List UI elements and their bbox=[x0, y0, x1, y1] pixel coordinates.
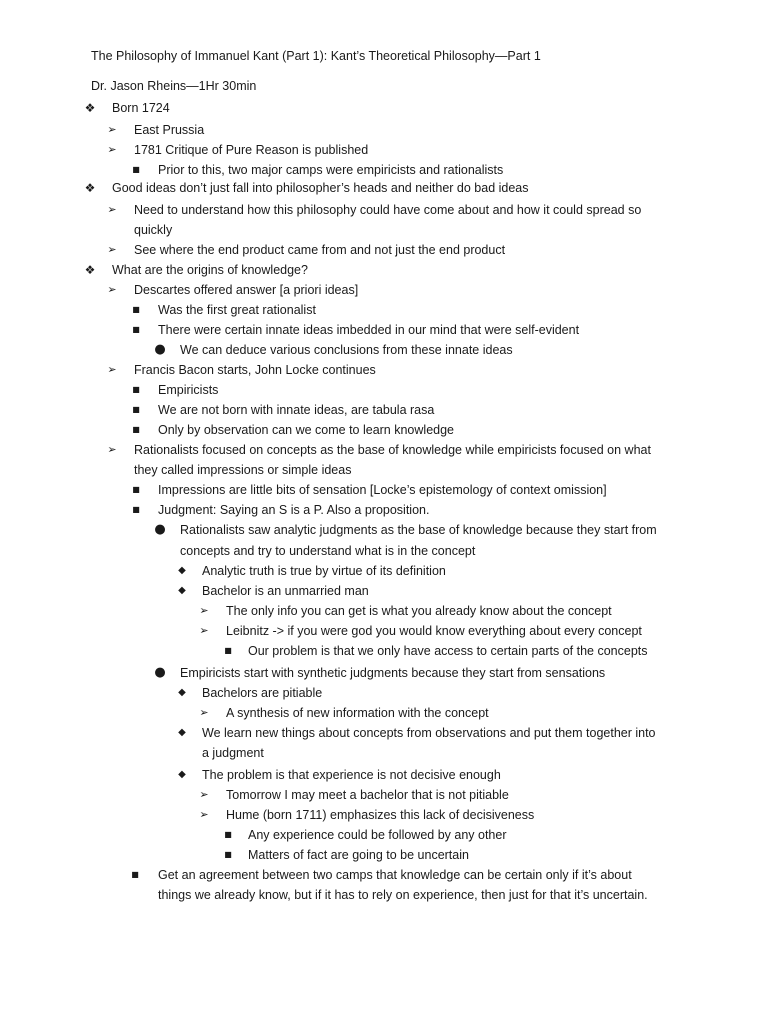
outline-text: Judgment: Saying an S is a P. Also a proposition. bbox=[158, 503, 430, 517]
square-bullet-icon: ■ bbox=[224, 830, 232, 839]
dot-bullet-icon: ● bbox=[154, 665, 166, 680]
diamond-bullet-icon: ◆ bbox=[178, 687, 186, 698]
outline-text: Good ideas don’t just fall into philosopher’s heads and neither do bad ideas bbox=[112, 181, 529, 195]
outline-text: Hume (born 1711) emphasizes this lack of decisiveness bbox=[226, 808, 535, 822]
outline-text: Rationalists focused on concepts as the base of knowledge while empiricists focused on what bbox=[134, 443, 651, 457]
outline-text: Only by observation can we come to learn knowledge bbox=[158, 423, 454, 437]
clover-bullet-icon: ❖ bbox=[84, 263, 96, 277]
arrow-bullet-icon: ➢ bbox=[107, 243, 117, 256]
outline-text: What are the origins of knowledge? bbox=[112, 263, 308, 277]
outline-text: There were certain innate ideas imbedded in our mind that were self-evident bbox=[158, 323, 580, 337]
outline-text: Prior to this, two major camps were empiricists and rationalists bbox=[158, 163, 504, 177]
outline-text: The only info you can get is what you already know about the concept bbox=[226, 604, 612, 618]
outline-text: they called impressions or simple ideas bbox=[134, 463, 352, 477]
outline-text: Descartes offered answer [a priori ideas] bbox=[134, 283, 359, 297]
square-bullet-icon: ■ bbox=[132, 505, 140, 514]
square-bullet-icon: ■ bbox=[132, 485, 140, 494]
square-bullet-icon: ■ bbox=[224, 646, 232, 655]
diamond-bullet-icon: ◆ bbox=[178, 769, 186, 780]
square-bullet-icon: ■ bbox=[132, 385, 140, 394]
document-author: Dr. Jason Rheins—1Hr 30min bbox=[91, 79, 257, 93]
arrow-bullet-icon: ➢ bbox=[199, 788, 209, 801]
diamond-bullet-icon: ◆ bbox=[178, 585, 186, 596]
outline-text: Empiricists start with synthetic judgments because they start from sensations bbox=[180, 666, 606, 680]
outline-text: Matters of fact are going to be uncertain bbox=[248, 848, 469, 862]
dot-bullet-icon: ● bbox=[154, 342, 166, 357]
square-bullet-icon: ■ bbox=[132, 325, 140, 334]
diamond-bullet-icon: ◆ bbox=[178, 565, 186, 576]
outline-text: 1781 Critique of Pure Reason is published bbox=[134, 143, 369, 157]
outline-text: We learn new things about concepts from observations and put them together into bbox=[202, 726, 656, 740]
square-bullet-icon: ■ bbox=[224, 850, 232, 859]
outline-text: We are not born with innate ideas, are tabula rasa bbox=[158, 403, 435, 417]
clover-bullet-icon: ❖ bbox=[84, 181, 96, 195]
dot-bullet-icon: ● bbox=[154, 522, 166, 537]
outline-text: Our problem is that we only have access to certain parts of the concepts bbox=[248, 644, 648, 658]
outline-text: Francis Bacon starts, John Locke continues bbox=[134, 363, 376, 377]
arrow-bullet-icon: ➢ bbox=[107, 283, 117, 296]
outline-text: The problem is that experience is not decisive enough bbox=[202, 768, 501, 782]
square-bullet-icon: ■ bbox=[132, 405, 140, 414]
arrow-bullet-icon: ➢ bbox=[199, 604, 209, 617]
outline-text: Tomorrow I may meet a bachelor that is not pitiable bbox=[226, 788, 509, 802]
outline-text: Any experience could be followed by any other bbox=[248, 828, 507, 842]
outline-text: Was the first great rationalist bbox=[158, 303, 316, 317]
arrow-bullet-icon: ➢ bbox=[199, 808, 209, 821]
outline-text: Empiricists bbox=[158, 383, 219, 397]
outline-text: Bachelor is an unmarried man bbox=[202, 584, 369, 598]
square-bullet-icon: ■ bbox=[131, 870, 139, 879]
arrow-bullet-icon: ➢ bbox=[199, 624, 209, 637]
document-title: The Philosophy of Immanuel Kant (Part 1): Kant’s Theoretical Philosophy—Part 1 bbox=[91, 49, 541, 63]
outline-text: East Prussia bbox=[134, 123, 205, 137]
outline-text: See where the end product came from and not just the end product bbox=[134, 243, 506, 257]
outline-text: Need to understand how this philosophy could have come about and how it could spread so bbox=[134, 203, 642, 217]
outline-text: Bachelors are pitiable bbox=[202, 686, 323, 700]
arrow-bullet-icon: ➢ bbox=[107, 443, 117, 456]
outline-text: Analytic truth is true by virtue of its definition bbox=[202, 564, 446, 578]
outline-text: things we already know, but if it has to rely on experience, then just for that it’s uncertain. bbox=[158, 888, 648, 902]
square-bullet-icon: ■ bbox=[132, 425, 140, 434]
outline-text: Impressions are little bits of sensation [Locke’s epistemology of context omission] bbox=[158, 483, 607, 497]
outline-text: Rationalists saw analytic judgments as the base of knowledge because they start from bbox=[180, 523, 657, 537]
outline-text: A synthesis of new information with the concept bbox=[226, 706, 489, 720]
arrow-bullet-icon: ➢ bbox=[107, 203, 117, 216]
outline-text: Born 1724 bbox=[112, 101, 170, 115]
outline-text: quickly bbox=[134, 223, 173, 237]
square-bullet-icon: ■ bbox=[132, 165, 140, 174]
outline-text: Leibnitz -> if you were god you would know everything about every concept bbox=[226, 624, 642, 638]
arrow-bullet-icon: ➢ bbox=[107, 363, 117, 376]
arrow-bullet-icon: ➢ bbox=[199, 706, 209, 719]
outline-text: Get an agreement between two camps that knowledge can be certain only if it’s about bbox=[158, 868, 632, 882]
square-bullet-icon: ■ bbox=[132, 305, 140, 314]
outline-text: We can deduce various conclusions from these innate ideas bbox=[180, 343, 513, 357]
outline-text: concepts and try to understand what is in the concept bbox=[180, 544, 476, 558]
diamond-bullet-icon: ◆ bbox=[178, 727, 186, 738]
arrow-bullet-icon: ➢ bbox=[107, 123, 117, 136]
outline-text: a judgment bbox=[202, 746, 264, 760]
clover-bullet-icon: ❖ bbox=[84, 101, 96, 115]
arrow-bullet-icon: ➢ bbox=[107, 143, 117, 156]
